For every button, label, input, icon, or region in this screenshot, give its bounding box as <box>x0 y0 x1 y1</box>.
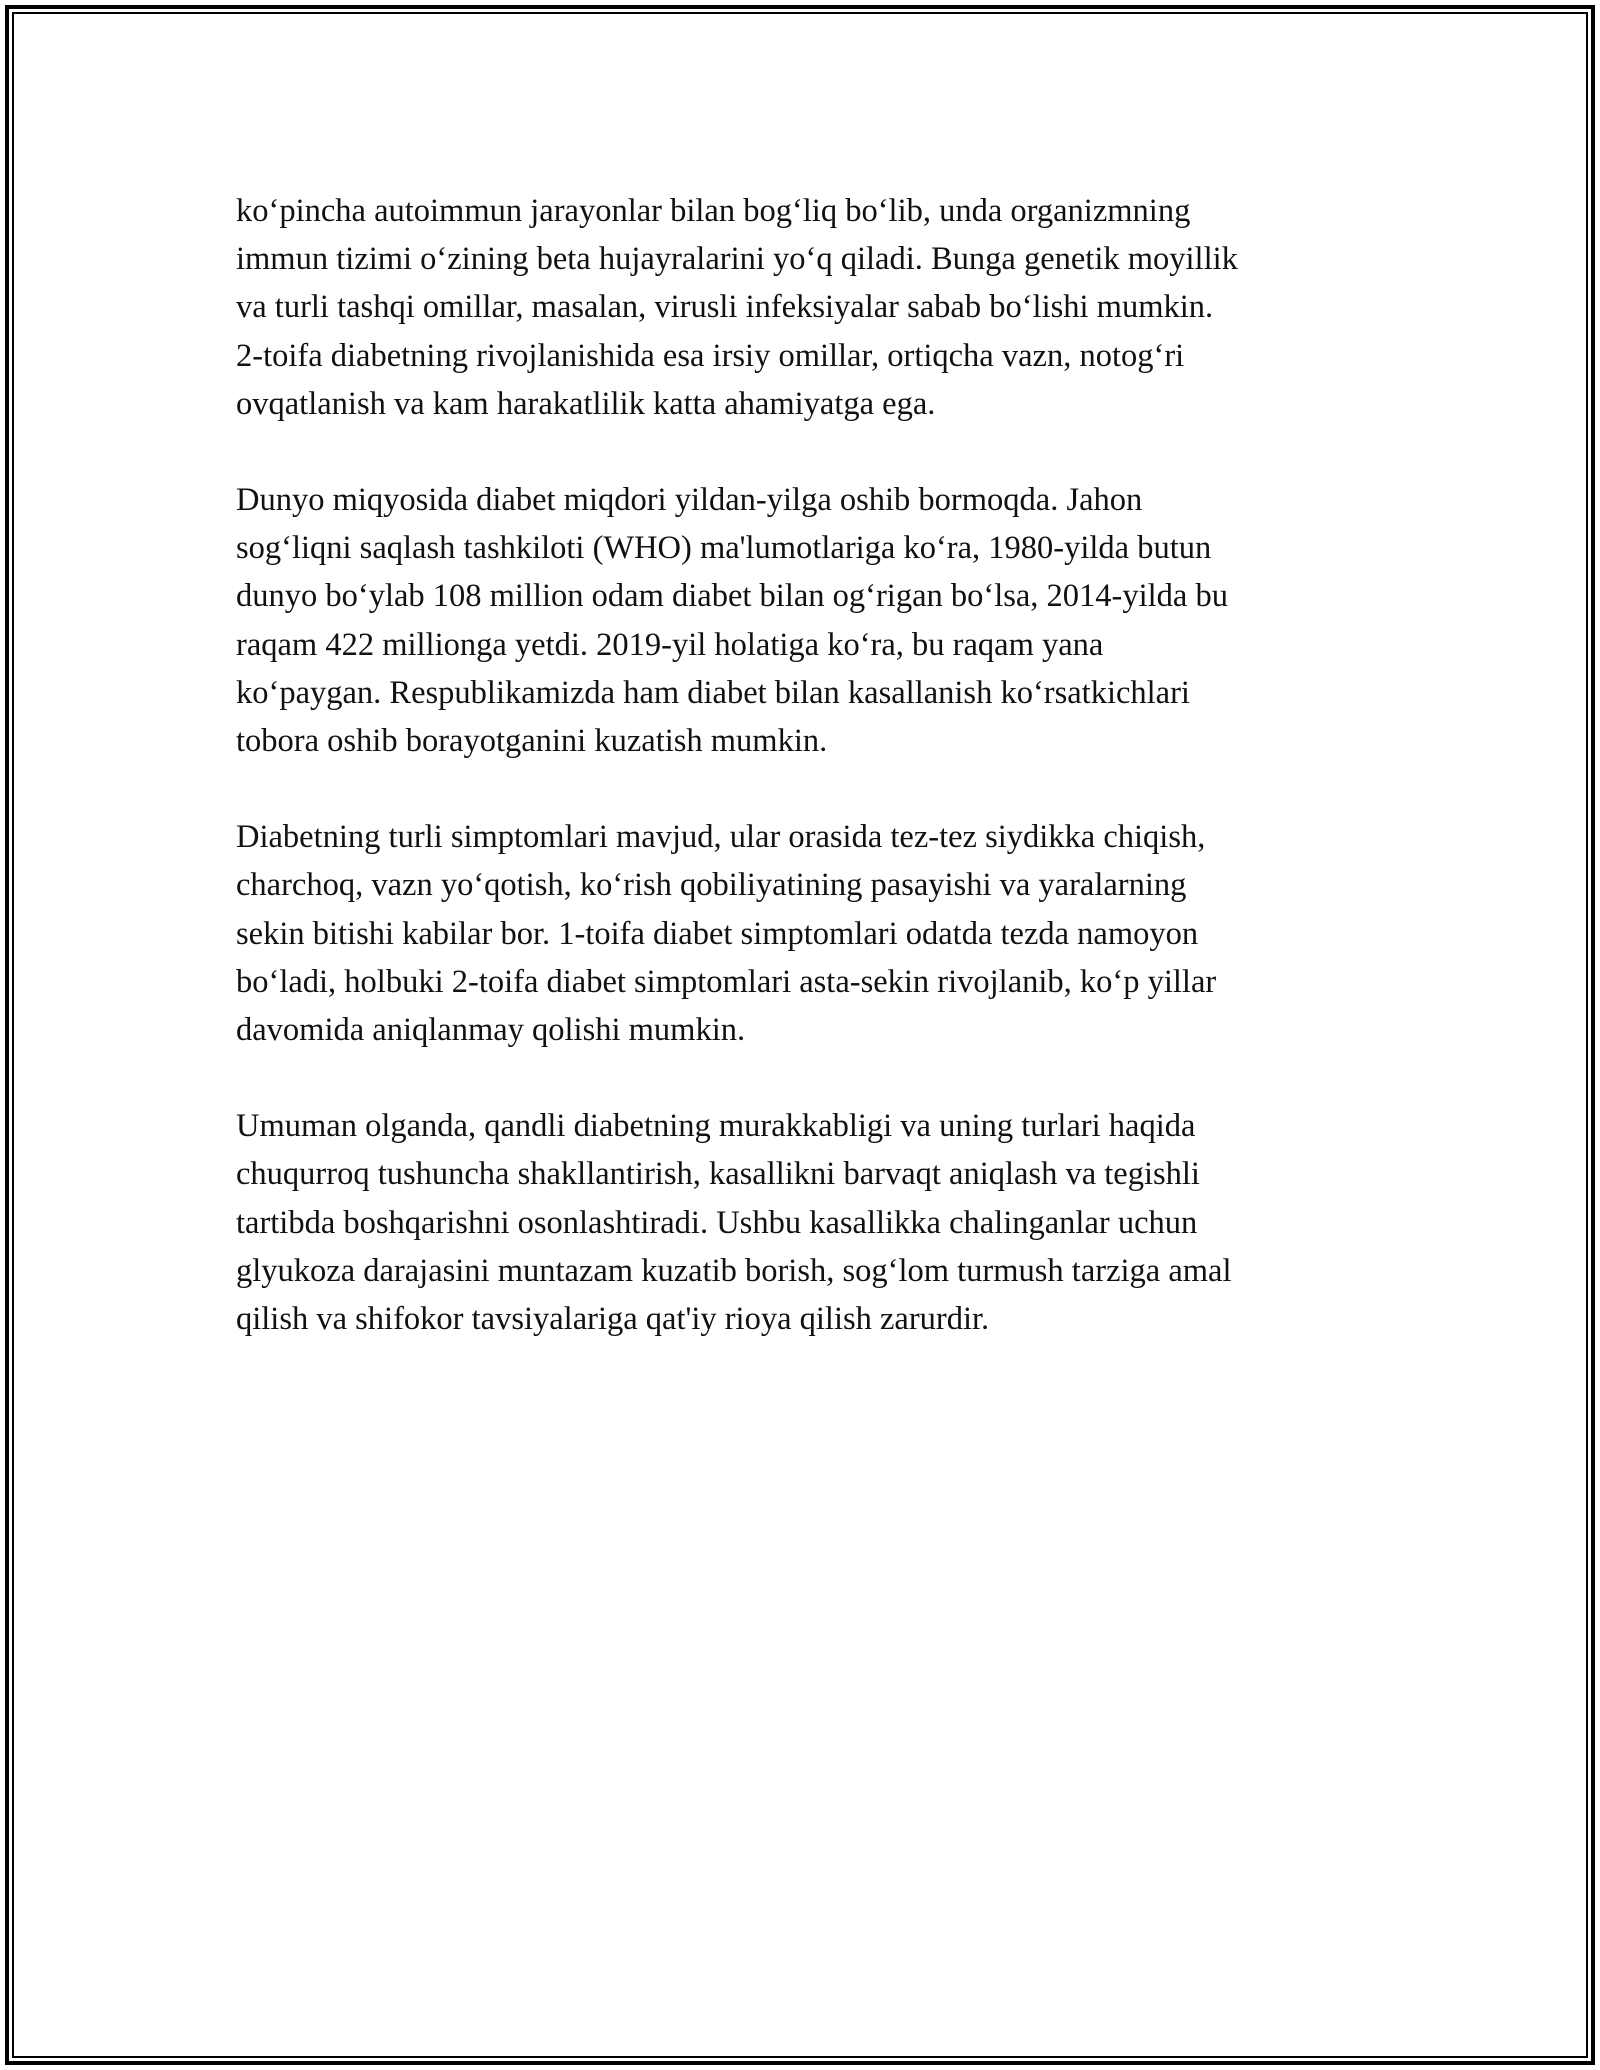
paragraph: ko‘pincha autoimmun jarayonlar bilan bog‘liq bo‘lib, unda organizmning immun tizimi o‘zining beta hujayralarini yo‘q qiladi. Bunga genetik moyillik va turli tashqi omillar, masalan, virusli infeksiyalar sabab bo‘lishi mumkin. 2-toifa diabetning rivojlanishida esa irsiy omillar, ortiqcha vazn, notog‘ri ovqatlanish va kam harakatlilik katta ahamiyatga ega. <box>236 193 1238 422</box>
document-body <box>236 187 1396 1391</box>
paragraph: Umuman olganda, qandli diabetning murakkabligi va uning turlari haqida chuqurroq tushuncha shakllantirish, kasallikni barvaqt aniqlash va tegishli tartibda boshqarishni osonlashtiradi. Ushbu kasallikka chalinganlar uchun glyukoza darajasini muntazam kuzatib borish, sog‘lom turmush tarziga amal qilish va shifokor tavsiyalariga qat'iy rioya qilish zarurdir. <box>236 1108 1232 1338</box>
paragraph: Dunyo miqyosida diabet miqdori yildan-yilga oshib bormoqda. Jahon sog‘liqni saqlash tashkiloti (WHO) ma'lumotlariga ko‘ra, 1980-yilda butun dunyo bo‘ylab 108 million odam diabet bilan og‘rigan bo‘lsa, 2014-yilda bu raqam 422 millionga yetdi. 2019-yil holatiga ko‘ra, bu raqam yana ko‘paygan. Respublikamizda ham diabet bilan kasallanish ko‘rsatkichlari tobora oshib borayotganini kuzatish mumkin. <box>236 482 1228 760</box>
paragraph: Diabetning turli simptomlari mavjud, ular orasida tez-tez siydikka chiqish, charchoq, vazn yo‘qotish, ko‘rish qobiliyatining pasayishi va yaralarning sekin bitishi kabilar bor. 1-toifa diabet simptomlari odatda tezda namoyon bo‘ladi, holbuki 2-toifa diabet simptomlari asta-sekin rivojlanib, ko‘p yillar davomida aniqlanmay qolishi mumkin. <box>236 819 1217 1049</box>
